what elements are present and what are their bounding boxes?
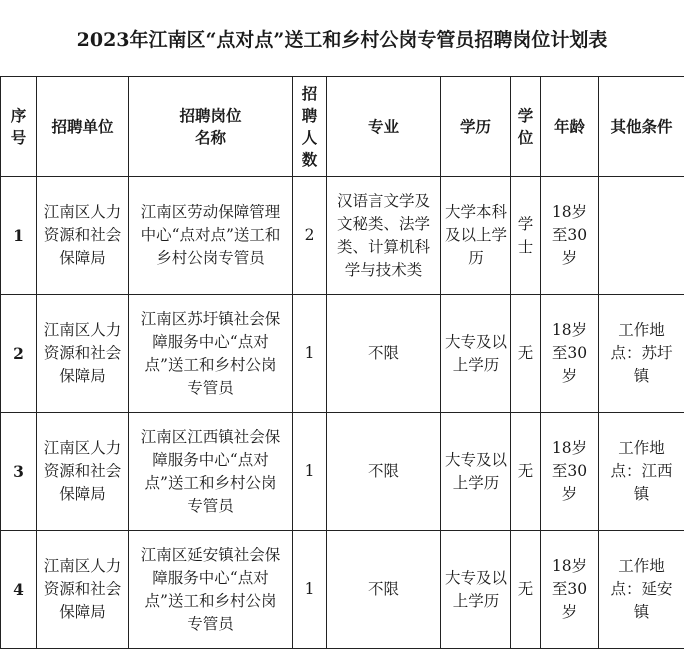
cell-unit: 江南区人力资源和社会保障局: [37, 177, 129, 295]
cell-other: [599, 177, 684, 295]
table-header-row: [1, 77, 684, 177]
cell-education: 大专及以上学历: [441, 413, 511, 531]
header-major: 专业: [327, 77, 441, 177]
cell-position: 江南区苏圩镇社会保障服务中心“点对点”送工和乡村公岗专管员: [129, 295, 293, 413]
cell-age: 18岁至30岁: [541, 531, 599, 649]
cell-count: 2: [293, 177, 327, 295]
cell-major: 不限: [327, 531, 441, 649]
table-row: [1, 177, 684, 295]
cell-seq: 4: [1, 531, 37, 649]
header-education: 学历: [441, 77, 511, 177]
cell-seq: 1: [1, 177, 37, 295]
cell-unit: 江南区人力资源和社会保障局: [37, 531, 129, 649]
cell-age: 18岁至30岁: [541, 177, 599, 295]
cell-degree: 无: [511, 531, 541, 649]
cell-degree: 无: [511, 413, 541, 531]
cell-position: 江南区延安镇社会保障服务中心“点对点”送工和乡村公岗专管员: [129, 531, 293, 649]
cell-degree: 无: [511, 295, 541, 413]
header-other: 其他条件: [599, 77, 684, 177]
cell-count: 1: [293, 413, 327, 531]
table-row: [1, 295, 684, 413]
cell-position: 江南区江西镇社会保障服务中心“点对点”送工和乡村公岗专管员: [129, 413, 293, 531]
header-unit: 招聘单位: [37, 77, 129, 177]
cell-seq: 2: [1, 295, 37, 413]
cell-other: 工作地点：苏圩镇: [599, 295, 684, 413]
header-age: 年龄: [541, 77, 599, 177]
cell-education: 大学本科及以上学历: [441, 177, 511, 295]
cell-other: 工作地点：江西镇: [599, 413, 684, 531]
cell-age: 18岁至30岁: [541, 413, 599, 531]
cell-education: 大专及以上学历: [441, 295, 511, 413]
header-position: 招聘岗位名称: [129, 77, 293, 177]
cell-major: 不限: [327, 413, 441, 531]
cell-position: 江南区劳动保障管理中心“点对点”送工和乡村公岗专管员: [129, 177, 293, 295]
table-row: [1, 413, 684, 531]
table-row: [1, 531, 684, 649]
cell-major: 汉语言文学及文秘类、法学类、计算机科学与技术类: [327, 177, 441, 295]
page-title: 2023年江南区“点对点”送工和乡村公岗专管员招聘岗位计划表: [76, 28, 608, 51]
header-seq: 序号: [1, 77, 37, 177]
cell-education: 大专及以上学历: [441, 531, 511, 649]
cell-unit: 江南区人力资源和社会保障局: [37, 413, 129, 531]
cell-major: 不限: [327, 295, 441, 413]
cell-count: 1: [293, 531, 327, 649]
cell-count: 1: [293, 295, 327, 413]
cell-seq: 3: [1, 413, 37, 531]
recruitment-plan-table: [0, 76, 684, 649]
cell-age: 18岁至30岁: [541, 295, 599, 413]
header-degree: 学位: [511, 77, 541, 177]
cell-unit: 江南区人力资源和社会保障局: [37, 295, 129, 413]
header-count: 招聘人数: [293, 77, 327, 177]
cell-degree: 学士: [511, 177, 541, 295]
cell-other: 工作地点：延安镇: [599, 531, 684, 649]
